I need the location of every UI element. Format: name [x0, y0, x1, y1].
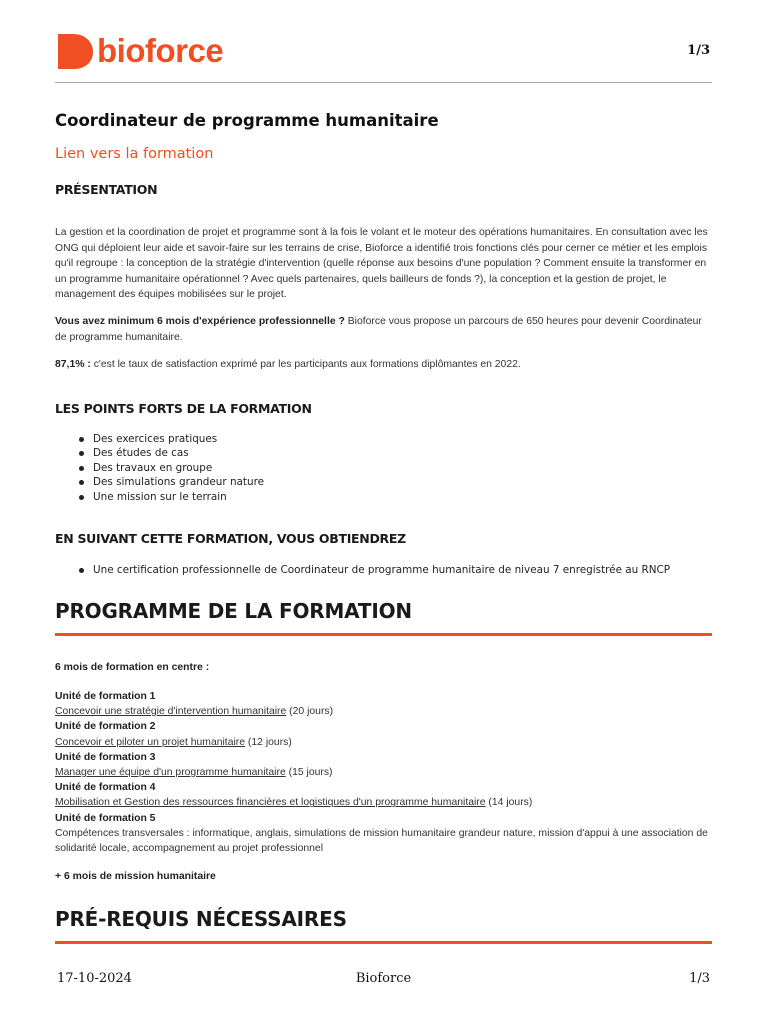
bioforce-mark-icon: [55, 32, 95, 70]
programme-content: [55, 660, 715, 884]
unit-link[interactable]: Manager une équipe d'un programme humanitaire: [55, 767, 286, 779]
unit-duration: (20 jours): [286, 706, 334, 718]
header-divider: [55, 82, 712, 83]
prerequisites-heading: PRÉ-REQUIS NÉCESSAIRES: [55, 907, 347, 931]
experience-paragraph: [55, 314, 715, 345]
outcome-heading: EN SUIVANT CETTE FORMATION, VOUS OBTIENDREZ: [55, 531, 406, 546]
unit-duration: (15 jours): [285, 767, 333, 779]
presentation-intro: La gestion et la coordination de projet et programme sont à la fois le volant et le moteur des opérations humanitaires. En consultation avec les ONG qui déploient leur aide et savoir-faire sur les terrains de crise, Bioforce a identifié trois fonctions clés pour cerner ce métier et les emplois qu'il regroupe : la conception de la stratégie d'intervention (quelle réponse aux besoins d'une population ? Comment ensuite la transformer en un programme humanitaire opérationnel ? Avec quels partenaires, quels bailleurs de fonds ?), la conception et la gestion de projet, le management des équipes mobilisées sur le projet.: [55, 227, 708, 300]
unit-line: [55, 795, 715, 810]
list-item: Une mission sur le terrain: [77, 490, 264, 504]
list-item: Des exercices pratiques: [77, 432, 264, 446]
satisfaction-text: c'est le taux de satisfaction exprimé par les participants aux formations diplômantes en 2022.: [90, 359, 521, 370]
prerequisites-divider: [55, 941, 712, 944]
unit-link[interactable]: Mobilisation et Gestion des ressources financières et logistiques d'un programme humanitaire: [55, 797, 486, 809]
satisfaction-paragraph: [55, 357, 715, 373]
list-item: Des simulations grandeur nature: [77, 475, 264, 489]
strengths-list: [77, 432, 264, 504]
footer-date: 17-10-2024: [57, 971, 132, 986]
unit-link[interactable]: Concevoir et piloter un projet humanitaire: [55, 736, 246, 748]
experience-bold: Vous avez minimum 6 mois d'expérience professionnelle ?: [55, 316, 345, 327]
programme-divider: [55, 633, 712, 636]
unit-title: Unité de formation 3: [55, 751, 156, 763]
page-indicator: 1/3: [687, 43, 710, 58]
mission-note: + 6 mois de mission humanitaire: [55, 871, 216, 883]
experience-text: Bioforce vous propose un parcours de 650 heures pour devenir Coordinateur de programme humanitaire.: [55, 316, 702, 343]
footer-brand: Bioforce: [355, 971, 412, 986]
programme-heading: PROGRAMME DE LA FORMATION: [55, 599, 412, 623]
unit-title: Unité de formation 4: [55, 782, 156, 794]
unit-duration: (14 jours): [485, 797, 533, 809]
brand-name: bioforce: [97, 32, 224, 69]
unit-line: [55, 735, 715, 750]
page-footer: [55, 971, 712, 991]
unit-line: [55, 704, 715, 719]
unit-title: Unité de formation 2: [55, 721, 156, 733]
presentation-heading: PRÉSENTATION: [55, 182, 158, 197]
page-header: [55, 32, 712, 82]
course-link[interactable]: Lien vers la formation: [55, 146, 214, 162]
list-item: Des travaux en groupe: [77, 461, 264, 475]
satisfaction-bold: 87,1% :: [55, 359, 91, 370]
list-item: Des études de cas: [77, 446, 264, 460]
page-title: Coordinateur de programme humanitaire: [55, 111, 439, 130]
footer-page: 1/3: [689, 971, 710, 986]
list-item: Une certification professionnelle de Coordinateur de programme humanitaire de niveau 7 enregistrée au RNCP: [77, 563, 670, 577]
programme-subtitle: 6 mois de formation en centre :: [55, 662, 210, 673]
strengths-heading: LES POINTS FORTS DE LA FORMATION: [55, 401, 312, 416]
unit5-description: Compétences transversales : informatique, anglais, simulations de mission humanitaire grandeur nature, mission d'appui à une association de solidarité locale, accompagnement au projet professionnel: [55, 827, 708, 855]
unit-title: Unité de formation 1: [55, 691, 156, 702]
unit-link[interactable]: Concevoir une stratégie d'intervention humanitaire: [55, 706, 287, 718]
unit-duration: (12 jours): [245, 736, 292, 748]
bioforce-logo[interactable]: [55, 32, 223, 70]
outcome-list: [77, 563, 670, 577]
unit-title: Unité de formation 5: [55, 812, 156, 824]
unit-line: [55, 765, 715, 780]
